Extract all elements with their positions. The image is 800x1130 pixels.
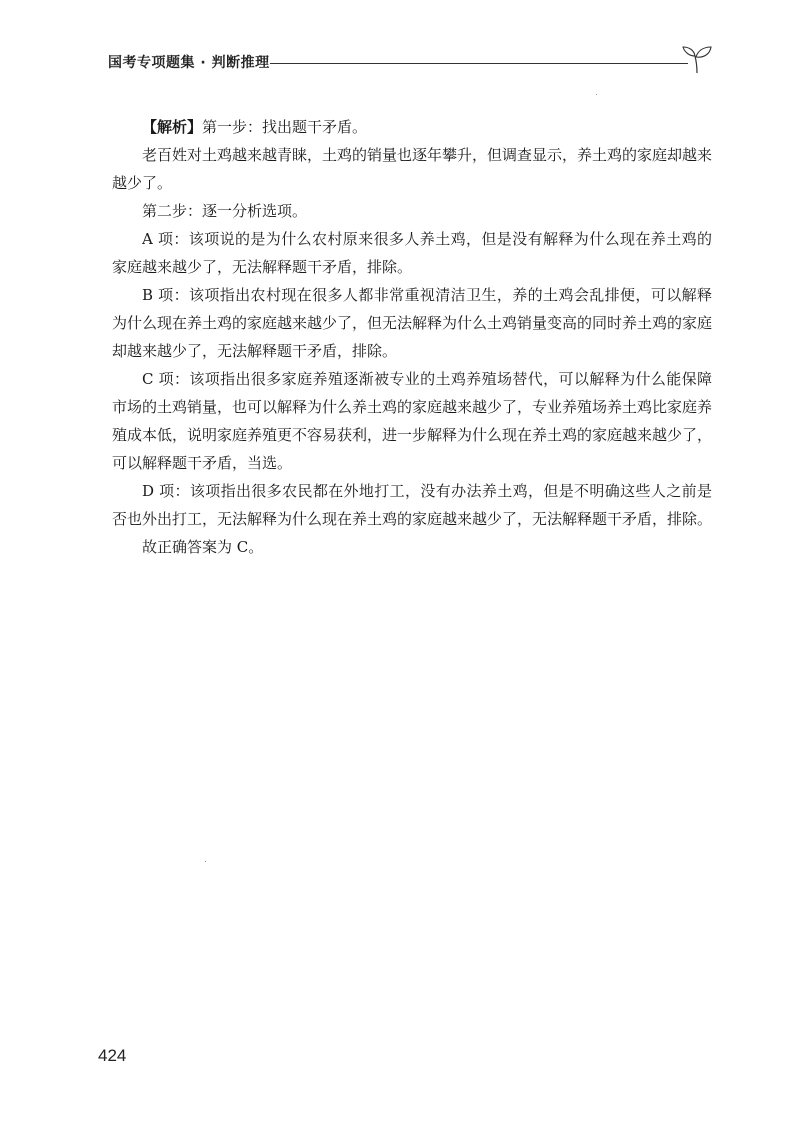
analysis-paragraph: 老百姓对土鸡越来越青睐，土鸡的销量也逐年攀升，但调查显示，养土鸡的家庭却越来越少了。: [112, 146, 713, 192]
scan-speck: [205, 861, 206, 862]
analysis-paragraph: 第一步：找出题干矛盾。: [202, 118, 368, 136]
analysis-paragraph: 第二步：逐一分析选项。: [142, 202, 308, 220]
option-c-analysis: C 项：该项指出很多家庭养殖逐渐被专业的土鸡养殖场替代，可以解释为什么能保障市场的土鸡销量，也可以解释为什么养土鸡的家庭越来越少了，专业养殖场养土鸡比家庭养殖成本低，说明家庭养殖更不容易获利，进一步解释为什么现在养土鸡的家庭越来越少了，可以解释题干矛盾，当选。: [112, 370, 713, 472]
analysis-body: [112, 113, 712, 561]
header-title: 国考专项题集 · 判断推理: [108, 55, 270, 71]
analysis-label: 【解析】: [142, 118, 203, 136]
scan-speck: [596, 94, 597, 95]
sprout-icon: [680, 44, 714, 74]
running-header: [108, 44, 718, 80]
option-b-analysis: B 项：该项指出农村现在很多人都非常重视清洁卫生，养的土鸡会乱排便，可以解释为什么现在养土鸡的家庭越来越少了，但无法解释为什么土鸡销量变高的同时养土鸡的家庭却越来越少了，无法解释题干矛盾，排除。: [112, 286, 713, 360]
option-d-analysis: D 项：该项指出很多农民都在外地打工，没有办法养土鸡，但是不明确这些人之前是否也外出打工，无法解释为什么现在养土鸡的家庭越来越少了，无法解释题干矛盾，排除。: [112, 482, 713, 528]
final-answer: 故正确答案为 C。: [142, 538, 264, 556]
option-a-analysis: A 项：该项说的是为什么农村原来很多人养土鸡，但是没有解释为什么现在养土鸡的家庭越来越少了，无法解释题干矛盾，排除。: [112, 230, 712, 276]
header-rule: [270, 63, 688, 64]
analysis-step-one: [112, 113, 712, 141]
page-number: 424: [98, 1046, 127, 1065]
